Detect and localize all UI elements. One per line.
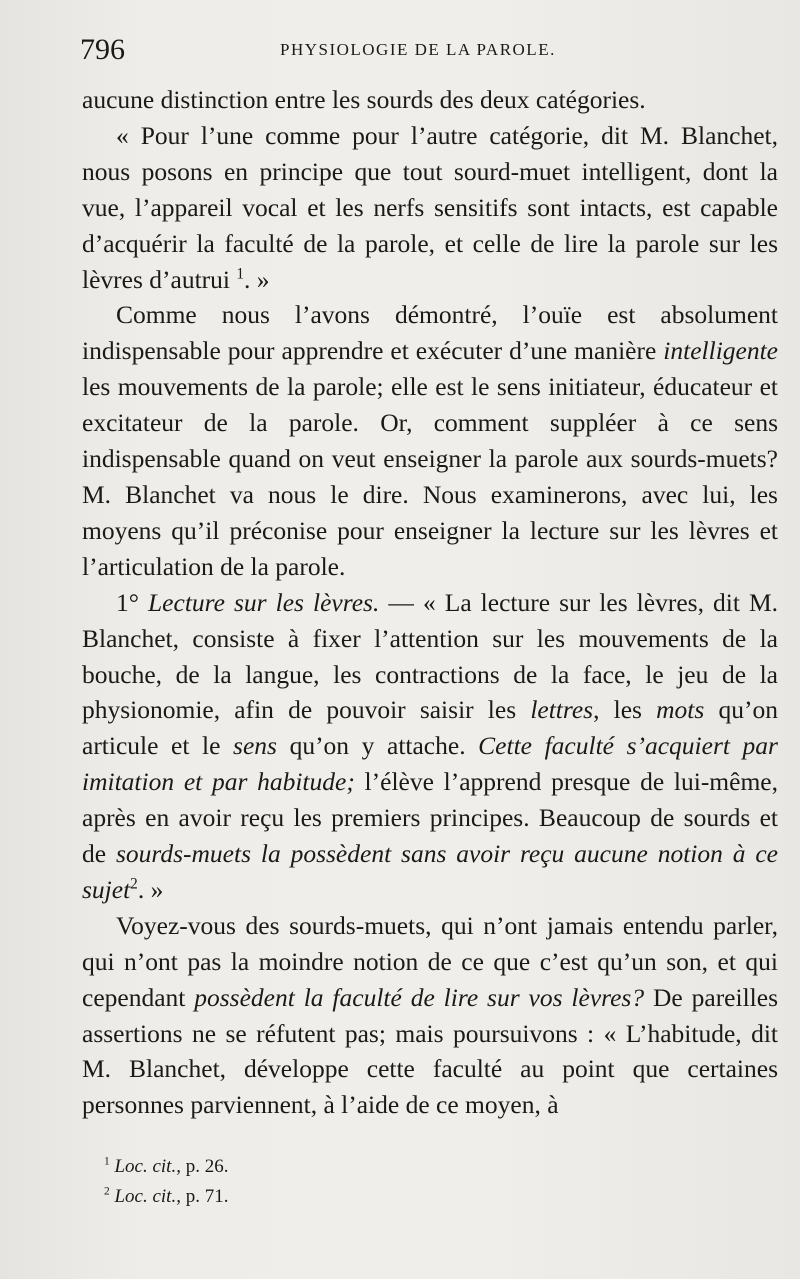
footnote <box>104 1182 704 1212</box>
italic-text: Cette faculté s’acquiert par imitation et par habitude; <box>82 731 778 797</box>
italic-text: sens <box>233 731 277 761</box>
paragraph <box>82 118 778 298</box>
paragraph-text: l’élève l’apprend presque de lui-même, après en avoir reçu les premiers principes. Beaucoup de sourds et de <box>82 767 778 869</box>
italic-text: sourds-muets la possèdent sans avoir reçu aucune notion à ce sujet <box>82 839 778 904</box>
paragraph <box>82 908 778 1123</box>
paragraph-text: « Pour l’une comme pour l’autre catégorie, dit M. Blanchet, nous posons en principe que tout sourd-muet intelligent, dont la vue, l’appareil vocal et les nerfs sensitifs sont intacts, est capable d’acquérir la faculté de la parole, et celle de lire la parole sur les lèvres d’autrui <box>82 120 778 294</box>
paragraph <box>82 585 778 908</box>
footnote-mark: 2 <box>104 1185 110 1198</box>
footnote-ref-text: Loc. cit. <box>114 1186 177 1207</box>
footnote <box>104 1152 704 1182</box>
footnote-page: , p. 71. <box>176 1186 229 1207</box>
paragraph-text: . » <box>137 874 164 904</box>
paragraph-text: — « La lecture sur les lèvres, dit M. Blanchet, consiste à fixer l’attention sur les mouvements de la bouche, de la langue, les contractions de la face, le jeu de la physionomie, afin de pouvoir saisir les <box>82 587 779 725</box>
paragraph <box>82 297 778 584</box>
footnote-ref-text: Loc. cit. <box>114 1156 177 1177</box>
paragraph-text: qu’on articule et le <box>82 695 778 761</box>
italic-text: mots <box>656 695 705 725</box>
paragraph-text: 1° <box>116 587 148 617</box>
italic-text: intelligente <box>663 336 778 366</box>
paragraph-text: , les <box>593 695 657 725</box>
footnote-page: , p. 26. <box>176 1156 229 1177</box>
paragraph-text: . » <box>244 264 270 294</box>
paragraph-text: les mouvements de la parole; elle est le sens initiateur, éducateur et excitateur de la parole. Or, comment suppléer à ce sens indispensable quand on veut enseigner la parole aux sourds-muets? M. Blanchet va nous le dire. Nous examinerons, avec lui, les moyens qu’il préconise pour enseigner la lecture sur les lèvres et l’articulation de la parole. <box>82 372 778 581</box>
paragraph-text: Voyez-vous des sourds-muets, qui n’ont jamais entendu parler, qui n’ont pas la moindre notion de ce que c’est qu’un son, et qui cependant <box>82 910 778 1012</box>
italic-text: lettres <box>530 695 594 725</box>
paragraph-text: Comme nous l’avons démontré, l’ouïe est absolument indispensable pour apprendre et exécuter d’une manière <box>82 300 778 366</box>
paragraph-text: aucune distinction entre les sourds des deux catégories. <box>82 85 646 114</box>
footnote-mark: 1 <box>104 1155 110 1168</box>
italic-text: possèdent la faculté de lire sur vos lèvres? <box>194 982 645 1012</box>
footnote-ref: 2 <box>130 875 138 893</box>
body-text <box>82 82 778 1123</box>
page-header <box>80 30 770 70</box>
footnote-ref: 1 <box>236 265 245 283</box>
paragraph <box>82 82 778 118</box>
page-number: 796 <box>80 33 125 66</box>
running-head: PHYSIOLOGIE DE LA PAROLE. <box>280 40 556 59</box>
italic-text: Lecture sur les lèvres. <box>148 587 380 617</box>
paragraph-text: De pareilles assertions ne se réfutent pas; mais poursuivons : « L’habitude, dit M. Blanchet, développe cette faculté au point que certaines personnes parviennent, à l’aide de ce moyen, à <box>82 982 779 1120</box>
paragraph-text: qu’on y attache. <box>276 731 479 761</box>
footnotes <box>104 1152 704 1212</box>
